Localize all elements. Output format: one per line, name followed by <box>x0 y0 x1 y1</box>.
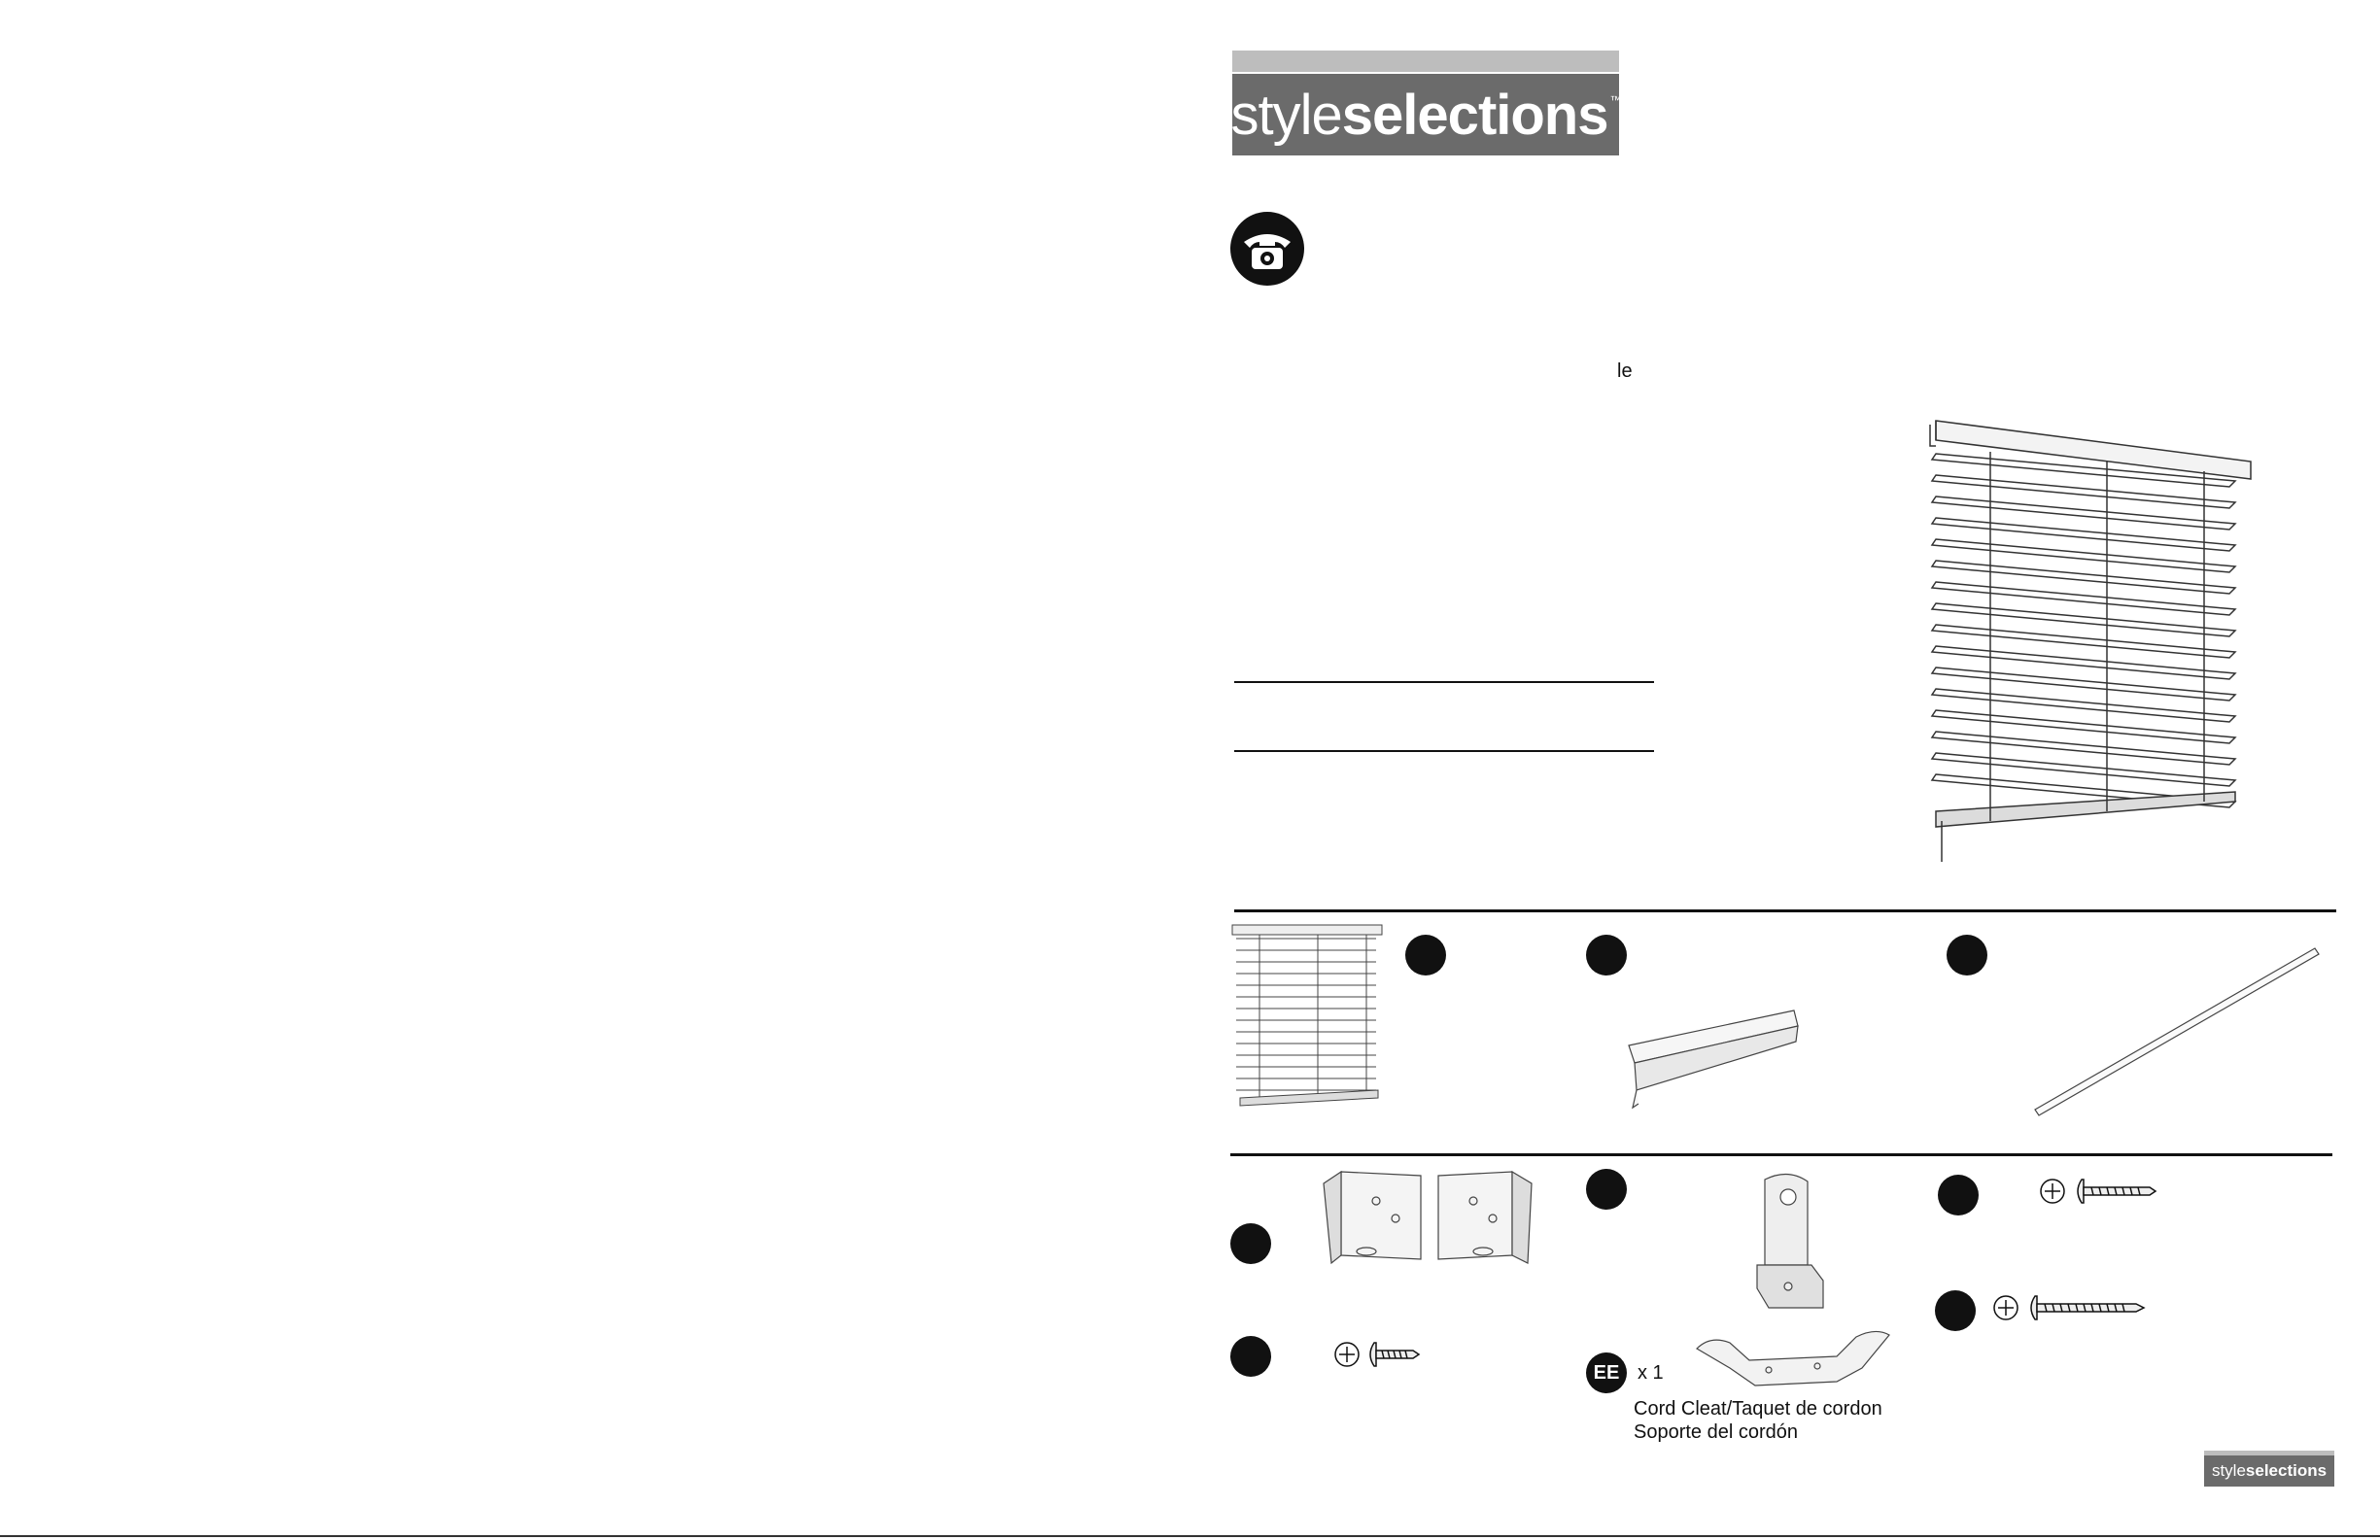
logo-top-bar <box>1232 51 1619 72</box>
footer-brand-logo <box>2204 1451 2334 1487</box>
part-ee-name-line1: Cord Cleat/Taquet de cordon <box>1634 1398 1882 1420</box>
blind-illustration <box>1922 413 2268 870</box>
brand-tm: ™ <box>1609 93 1621 107</box>
phone-icon <box>1230 212 1304 286</box>
section-rule <box>1230 1153 2332 1156</box>
footer-brand-light: style <box>2211 1461 2246 1480</box>
brand-bold: selections <box>1341 83 1608 147</box>
blind-part-illustration <box>1230 923 1386 1110</box>
section-rule <box>1234 909 2336 912</box>
long-screw-illustration <box>1992 1292 2148 1323</box>
brand-light: style <box>1230 83 1342 147</box>
valance-illustration <box>1623 1007 1802 1112</box>
brand-logo <box>1232 74 1619 155</box>
part-badge <box>1586 1169 1627 1210</box>
form-line <box>1234 681 1654 683</box>
cord-cleat-illustration <box>1691 1321 1895 1389</box>
part-badge <box>1947 935 1987 975</box>
part-badge <box>1938 1175 1979 1215</box>
bracket-illustration <box>1318 1162 1541 1269</box>
part-ee-quantity: x 1 <box>1638 1362 1664 1384</box>
stray-text: le <box>1617 360 1633 382</box>
part-badge <box>1935 1290 1976 1331</box>
footer-brand-bold: selections <box>2245 1461 2328 1480</box>
part-badge <box>1230 1336 1271 1377</box>
part-badge <box>1405 935 1446 975</box>
hold-down-bracket-illustration <box>1749 1172 1827 1314</box>
screw-illustration <box>2039 1176 2159 1207</box>
part-ee-name-line2: Soporte del cordón <box>1634 1421 1799 1443</box>
part-badge-ee: EE <box>1586 1352 1627 1393</box>
form-line <box>1234 750 1654 752</box>
part-badge <box>1586 935 1627 975</box>
screw-illustration <box>1333 1339 1421 1370</box>
part-badge <box>1230 1223 1271 1264</box>
wand-illustration <box>2031 944 2323 1119</box>
page-bottom-rule <box>0 1535 2380 1537</box>
